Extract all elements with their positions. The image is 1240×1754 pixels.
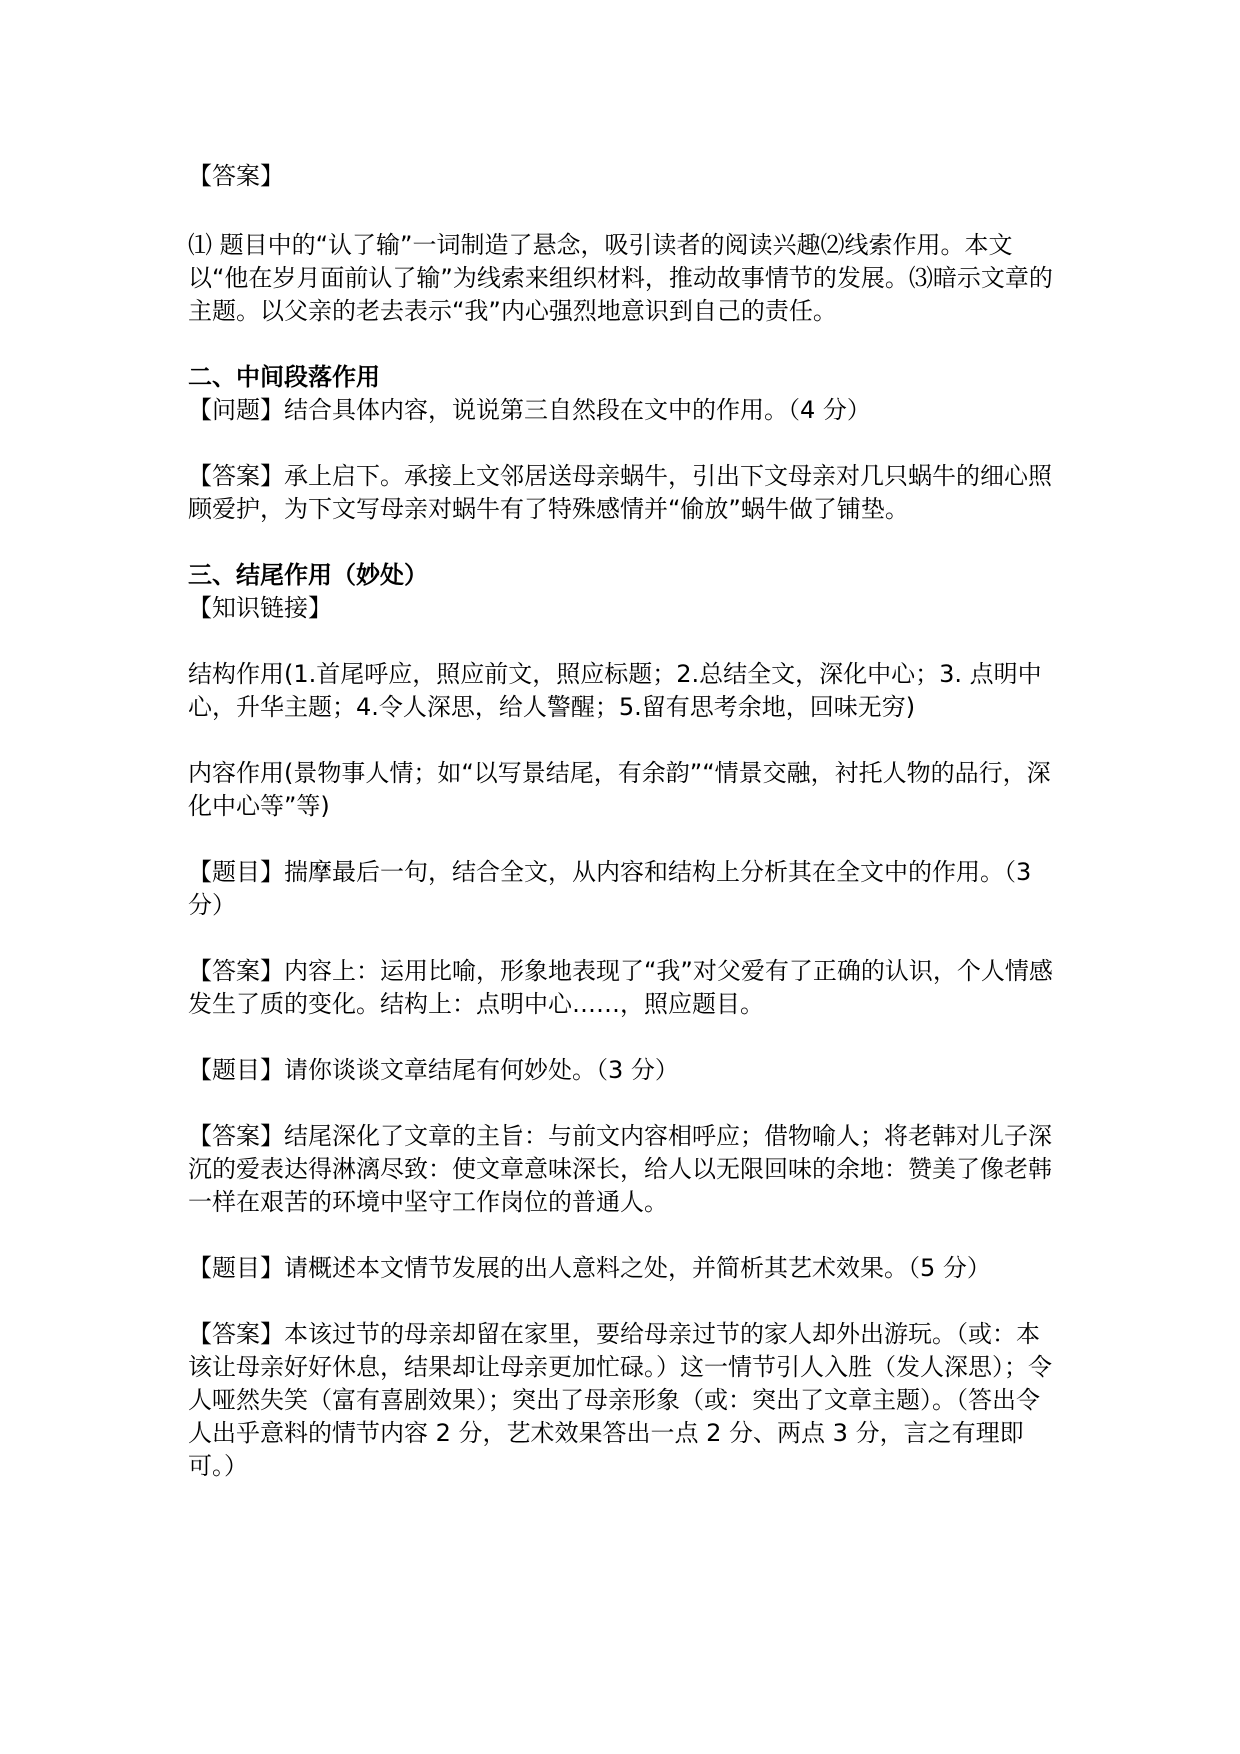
section-heading-middle: 二、中间段落作用	[188, 363, 380, 391]
question-3: 【题目】请概述本文情节发展的出人意料之处，并简析其艺术效果。（5 分）	[188, 1254, 991, 1282]
section-heading-ending: 三、结尾作用（妙处）	[188, 561, 428, 589]
knowledge-link-label: 【知识链接】	[188, 594, 332, 622]
document-page	[188, 160, 1058, 1483]
answer-3: 【答案】本该过节的母亲却留在家里，要给母亲过节的家人却外出游玩。（或：本该让母亲好好休息，结果却让母亲更加忙碌。）这一情节引人入胜（发人深思）；令人哑然失笑（富有喜剧效果）；突出了母亲形象（或：突出了文章主题）。（答出令人出乎意料的情节内容 2 分，艺术效果答出一点 2 分、两点 3 分，言之有理即可。）	[188, 1320, 1052, 1480]
content-function-text: 内容作用(景物事人情；如“以写景结尾，有余韵”“情景交融，衬托人物的品行，深化中心等”等)	[188, 759, 1051, 820]
answer-paragraph: 【答案】承上启下。承接上文邻居送母亲蜗牛，引出下文母亲对几只蜗牛的细心照顾爱护，为下文写母亲对蜗牛有了特殊感情并“偷放”蜗牛做了铺垫。	[188, 462, 1052, 523]
answer-2: 【答案】结尾深化了文章的主旨：与前文内容相呼应；借物喻人；将老韩对儿子深沉的爱表达得淋漓尽致：使文章意味深长，给人以无限回味的余地：赞美了像老韩一样在艰苦的环境中坚守工作岗位的普通人。	[188, 1122, 1052, 1216]
structure-function-text: 结构作用(1.首尾呼应，照应前文，照应标题；2.总结全文，深化中心；3. 点明中心，升华主题；4.令人深思，给人警醒；5.留有思考余地，回味无穷)	[188, 660, 1042, 721]
question-1: 【题目】揣摩最后一句，结合全文，从内容和结构上分析其在全文中的作用。（3 分）	[188, 858, 1032, 919]
answer-1: 【答案】内容上：运用比喻，形象地表现了“我”对父爱有了正确的认识，个人情感发生了质的变化。结构上：点明中心……，照应题目。	[188, 957, 1053, 1018]
question-2: 【题目】请你谈谈文章结尾有何妙处。（3 分）	[188, 1056, 679, 1084]
answer-label: 【答案】	[188, 162, 284, 190]
question-paragraph: 【问题】结合具体内容，说说第三自然段在文中的作用。（4 分）	[188, 396, 871, 424]
answer-text: ⑴ 题目中的“认了输”一词制造了悬念，吸引读者的阅读兴趣⑵线索作用。本文以“他在岁月面前认了输”为线索来组织材料，推动故事情节的发展。⑶暗示文章的主题。以父亲的老去表示“我”内心强烈地意识到自己的责任。	[188, 231, 1053, 325]
